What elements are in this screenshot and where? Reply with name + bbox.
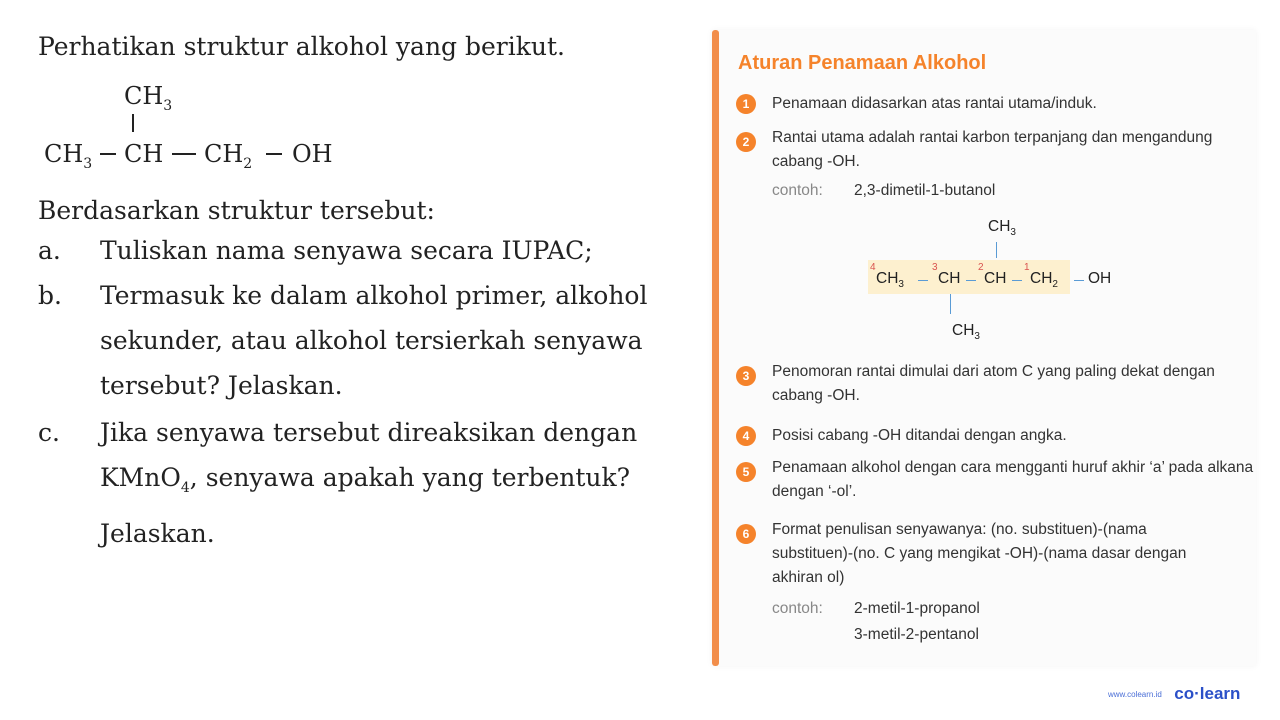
rule-number: 5 bbox=[736, 462, 756, 482]
rules-panel bbox=[712, 30, 1256, 666]
locant-1: 1 bbox=[1024, 262, 1030, 273]
item-text: Tuliskan nama senyawa secara IUPAC; bbox=[100, 236, 593, 265]
bond-top bbox=[996, 242, 997, 258]
logo-brand: co·learn bbox=[1174, 684, 1241, 703]
example-3 bbox=[854, 626, 979, 644]
example-1 bbox=[772, 182, 995, 200]
carbon-4: $CH_3$ bbox=[876, 270, 904, 291]
carbon-1: $CH_3$ bbox=[44, 140, 93, 172]
rule-number: 1 bbox=[736, 94, 756, 114]
item-label: a. bbox=[38, 236, 61, 265]
bond-3-2 bbox=[966, 280, 976, 281]
locant-4: 4 bbox=[870, 262, 876, 273]
bond-bottom bbox=[950, 294, 951, 314]
locant-2: 2 bbox=[978, 262, 984, 273]
example-name: 2,3-dimetil-1-butanol bbox=[854, 182, 996, 199]
carbon-1: $CH_2$ bbox=[1030, 270, 1058, 291]
carbon-2: CH bbox=[124, 140, 164, 168]
methyl-bottom: $CH_3$ bbox=[952, 322, 980, 343]
bond-1 bbox=[100, 153, 116, 155]
bond-2 bbox=[172, 153, 196, 155]
question-intro: Perhatikan struktur alkohol yang berikut. bbox=[38, 32, 565, 61]
question-lead: Berdasarkan struktur tersebut: bbox=[38, 196, 435, 225]
panel-title: Aturan Penamaan Alkohol bbox=[738, 52, 987, 74]
carbon-3: CH bbox=[938, 270, 961, 287]
bond-2-1 bbox=[1012, 280, 1022, 281]
example-name-b: 3-metil-2-pentanol bbox=[854, 626, 979, 643]
locant-3: 3 bbox=[932, 262, 938, 273]
rule-text: Posisi cabang -OH ditandai dengan angka. bbox=[772, 427, 1067, 444]
carbon-2: CH bbox=[984, 270, 1007, 287]
example-name-a: 2-metil-1-propanol bbox=[854, 600, 980, 617]
rule-number: 6 bbox=[736, 524, 756, 544]
bond-3 bbox=[266, 153, 282, 155]
branch-bond bbox=[132, 114, 134, 132]
branch-ch3: $CH_3$ bbox=[124, 82, 173, 114]
item-label: c. bbox=[38, 418, 60, 447]
example-2 bbox=[772, 600, 980, 618]
rule-text: Format penulisan senyawanya: (no. substituen)-(nama substituen)-(no. C yang mengikat -OH)-(nama dasar dengan akhiran ol) bbox=[772, 521, 1187, 586]
rule-text: Penamaan didasarkan atas rantai utama/induk. bbox=[772, 95, 1097, 112]
item-label: b. bbox=[38, 281, 62, 310]
logo-url: www.colearn.id bbox=[1108, 689, 1162, 699]
rule-text: Penamaan alkohol dengan cara mengganti huruf akhir ‘a’ pada alkana dengan ‘-ol’. bbox=[772, 459, 1254, 500]
carbon-3: $CH_2$ bbox=[204, 140, 253, 172]
colearn-logo bbox=[1108, 684, 1240, 704]
bond-1-oh bbox=[1074, 280, 1084, 281]
hydroxyl: OH bbox=[292, 140, 333, 168]
panel-accent-bar bbox=[712, 30, 719, 666]
rule-number: 3 bbox=[736, 366, 756, 386]
item-text: Jika senyawa tersebut direaksikan dengan KMnO$_4$, senyawa apakah yang terbentuk? Jelaskan. bbox=[100, 418, 638, 548]
rule-number: 2 bbox=[736, 132, 756, 152]
item-text: Termasuk ke dalam alkohol primer, alkohol sekunder, atau alkohol tersierkah senyawa tersebut? Jelaskan. bbox=[100, 281, 648, 400]
methyl-top: $CH_3$ bbox=[988, 218, 1016, 239]
rule-text: Rantai utama adalah rantai karbon terpanjang dan mengandung cabang -OH. bbox=[772, 129, 1213, 170]
rule-text: Penomoran rantai dimulai dari atom C yang paling dekat dengan cabang -OH. bbox=[772, 363, 1215, 404]
example-label: contoh: bbox=[772, 600, 823, 617]
rule-number: 4 bbox=[736, 426, 756, 446]
hydroxyl: OH bbox=[1088, 270, 1112, 287]
bond-4-3 bbox=[918, 280, 928, 281]
example-label: contoh: bbox=[772, 182, 823, 199]
